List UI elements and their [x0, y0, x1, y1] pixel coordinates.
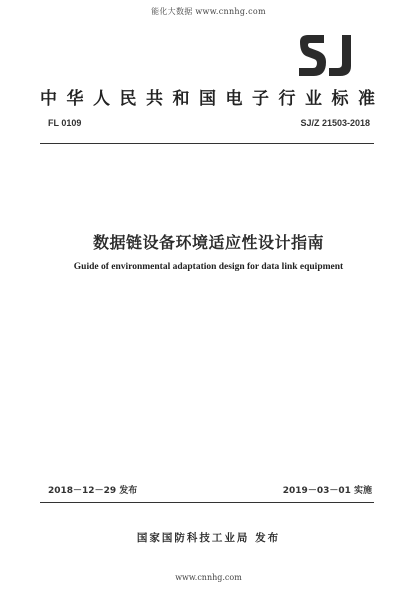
bottom-watermark: www.cnnhg.com [175, 573, 242, 582]
sj-logo [296, 32, 360, 80]
publisher: 国家国防科技工业局 发布 [136, 532, 281, 544]
issuing-standard-category: 中华人民共和国电子行业标准 [40, 89, 385, 109]
document-title-english: Guide of environmental adaptation design for data link equipment [73, 262, 344, 272]
footer-divider [40, 502, 374, 503]
implementation-date: 2019－03－01 实施 [282, 486, 372, 496]
standard-number: SJ/Z 21503-2018 [300, 118, 370, 128]
document-title-chinese: 数据链设备环境适应性设计指南 [92, 233, 324, 252]
top-watermark: 能化大数据 www.cnnhg.com [151, 7, 266, 16]
header-divider [40, 143, 374, 144]
issue-date: 2018－12－29 发布 [48, 486, 138, 496]
classification-code: FL 0109 [48, 118, 82, 128]
